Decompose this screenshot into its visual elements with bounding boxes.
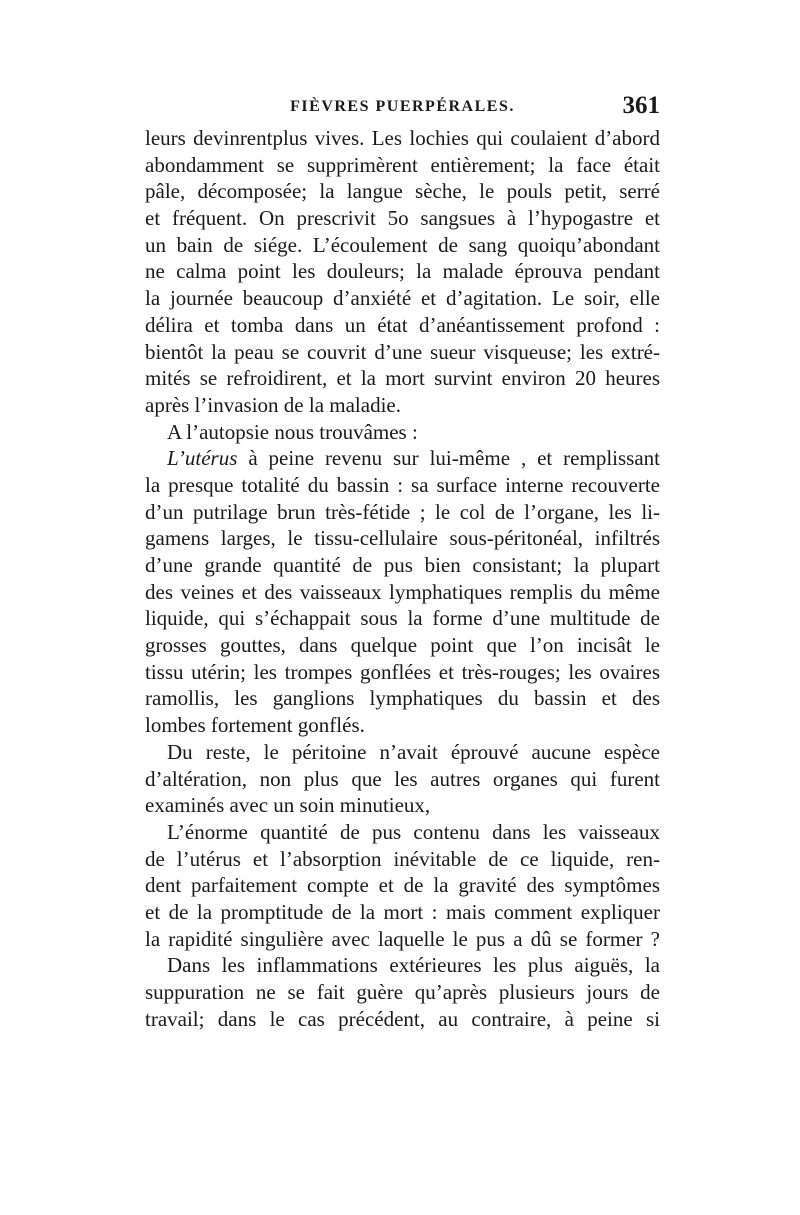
- text-line: un bain de siége. L’écoulement de sang quoiqu’abondant: [145, 232, 660, 257]
- text-line: et de la promptitude de la mort : mais comment expliquer: [145, 899, 660, 924]
- text-line: d’altération, non plus que les autres organes qui furent: [145, 766, 660, 791]
- text-line: délira et tomba dans un état d’anéantissement profond :: [145, 312, 660, 337]
- line-continuation: à peine revenu sur lui-même , et remplissant: [237, 446, 660, 471]
- page-number: 361: [622, 92, 660, 119]
- text-line: travail; dans le cas précédent, au contraire, à peine si: [145, 1006, 660, 1031]
- text-line: lombes fortement gonflés.: [145, 713, 365, 738]
- text-line: leurs devinrentplus vives. Les lochies qui coulaient d’abord: [145, 126, 660, 150]
- text-line: des veines et des vaisseaux lymphatiques remplis du même: [145, 579, 660, 604]
- text-line: de l’utérus et l’absorption inévitable de ce liquide, ren-: [145, 846, 660, 871]
- text-line: dent parfaitement compte et de la gravité des symptômes: [145, 873, 660, 898]
- text-line: bientôt la peau se couvrit d’une sueur visqueuse; les extré-: [145, 339, 660, 364]
- text-line: pâle, décomposée; la langue sèche, le pouls petit, serré: [145, 179, 660, 204]
- text-line: gamens larges, le tissu-cellulaire sous-péritonéal, infiltrés: [145, 526, 660, 551]
- text-line: ramollis, les ganglions lymphatiques du bassin et des: [145, 686, 660, 711]
- text-line: A l’autopsie nous trouvâmes :: [167, 419, 418, 444]
- text-line: ne calma point les douleurs; la malade éprouva pendant: [145, 259, 660, 284]
- text-line: mités se refroidirent, et la mort survint environ 20 heures: [145, 366, 660, 391]
- text-line: d’un putrilage brun très-fétide ; le col de l’organe, les li-: [145, 499, 660, 524]
- text-line: la journée beaucoup d’anxiété et d’agitation. Le soir, elle: [145, 286, 660, 311]
- text-line: L’énorme quantité de pus contenu dans les vaisseaux: [167, 819, 660, 844]
- text-line: abondamment se supprimèrent entièrement; la face était: [145, 152, 660, 177]
- text-line: examinés avec un soin minutieux,: [145, 793, 431, 818]
- text-line: la presque totalité du bassin : sa surface interne recouverte: [145, 472, 660, 497]
- text-line: Dans les inflammations extérieures les plus aiguës, la: [167, 953, 660, 978]
- body-text: [145, 125, 660, 1032]
- text-line: grosses gouttes, dans quelque point que l’on incisât le: [145, 633, 660, 658]
- text-line: Du reste, le péritoine n’avait éprouvé aucune espèce: [167, 739, 660, 764]
- text-line: suppuration ne se fait guère qu’après plusieurs jours de: [145, 980, 660, 1004]
- emphasis-term: L’utérus: [167, 446, 238, 471]
- text-line: d’une grande quantité de pus bien consistant; la plupart: [145, 553, 660, 577]
- running-title: FIÈVRES PUERPÉRALES.: [290, 98, 515, 115]
- text-line: la rapidité singulière avec laquelle le pus a dû se former ?: [145, 926, 660, 951]
- text-line: et fréquent. On prescrivit 5o sangsues à l’hypogastre et: [145, 206, 660, 231]
- running-head: [145, 88, 660, 128]
- text-line: tissu utérin; les trompes gonflées et très-rouges; les ovaires: [145, 659, 660, 684]
- text-line: après l’invasion de la maladie.: [145, 392, 401, 417]
- text-line: [145, 445, 660, 472]
- text-line: liquide, qui s’échappait sous la forme d’une multitude de: [145, 606, 660, 631]
